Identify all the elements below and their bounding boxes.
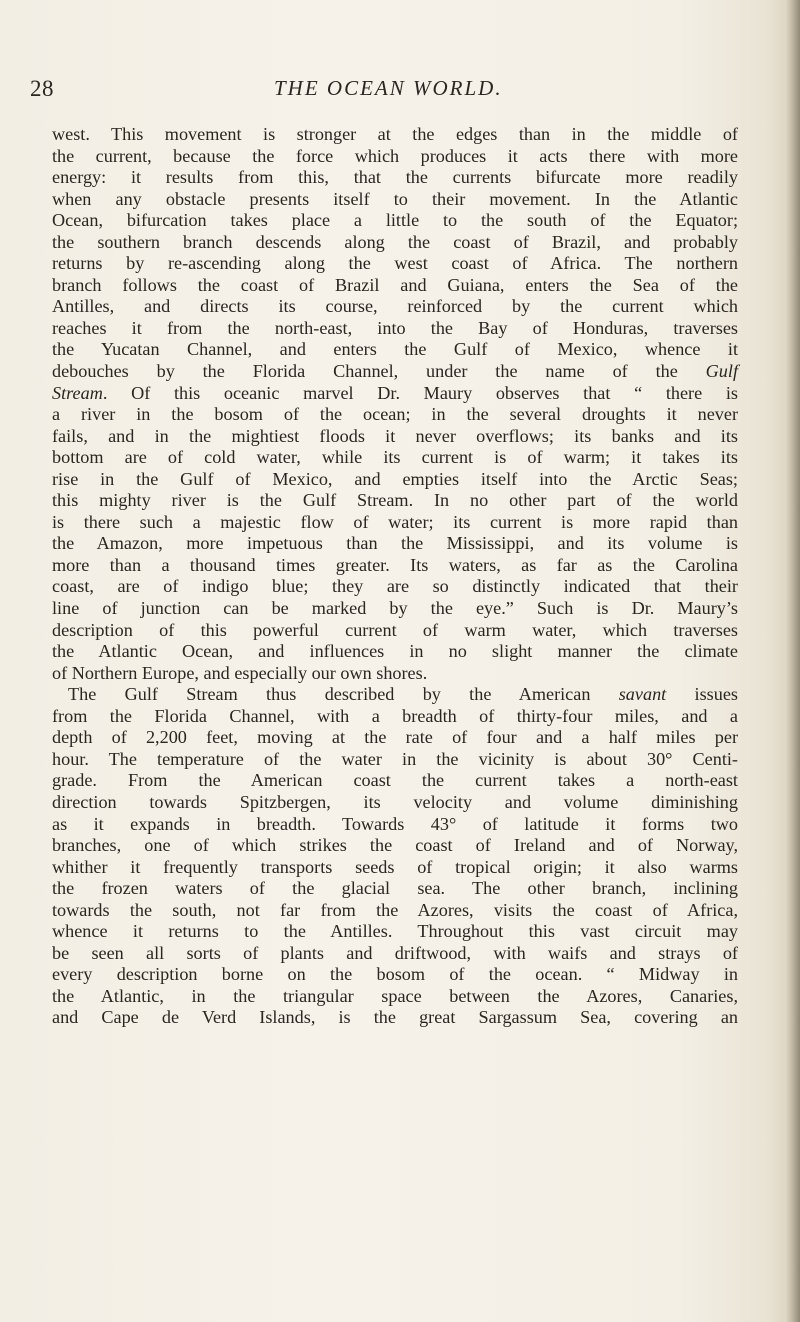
page-header (30, 76, 770, 106)
italic-text: Gulf (705, 361, 738, 382)
italic-text: Stream (52, 382, 103, 403)
text-line: the Amazon, more impetuous than the Mississippi, and its volume is (52, 533, 738, 554)
text-line: branch follows the coast of Brazil and Guiana, enters the Sea of the (52, 274, 738, 295)
running-head: THE OCEAN WORLD. (274, 76, 503, 100)
text-line: debouches by the Florida Channel, under the name of the Gulf (52, 361, 738, 382)
text-line: direction towards Spitzbergen, its velocity and volume diminishing (52, 791, 738, 812)
text-line: reaches it from the north-east, into the Bay of Honduras, traverses (52, 317, 738, 338)
page-number: 28 (30, 76, 54, 101)
text-line: of Northern Europe, and especially our own shores. (52, 662, 428, 683)
text-line: branches, one of which strikes the coast of Ireland and of Norway, (52, 835, 738, 856)
italic-text: savant (618, 684, 667, 705)
text-line: the current, because the force which produces it acts there with more (52, 145, 738, 166)
text-line: be seen all sorts of plants and driftwood, with waifs and strays of (52, 942, 738, 963)
text-line: grade. From the American coast the current takes a north-east (52, 770, 738, 791)
text-line: is there such a majestic flow of water; its current is more rapid than (52, 511, 738, 532)
text-line: a river in the bosom of the ocean; in the several droughts it never (52, 404, 738, 425)
text-line: rise in the Gulf of Mexico, and empties itself into the Arctic Seas; (52, 468, 738, 489)
text-line: hour. The temperature of the water in the vicinity is about 30° Centi- (52, 748, 738, 769)
text-line: this mighty river is the Gulf Stream. In no other part of the world (52, 490, 738, 511)
text-line: from the Florida Channel, with a breadth of thirty-four miles, and a (52, 705, 738, 726)
text-line: the Atlantic Ocean, and influences in no slight manner the climate (52, 641, 738, 662)
text-line: energy: it results from this, that the currents bifurcate more readily (52, 167, 738, 188)
text-line: whither it frequently transports seeds of tropical origin; it also warms (52, 856, 738, 877)
text-line: the Yucatan Channel, and enters the Gulf of Mexico, whence it (52, 339, 738, 360)
text-line: every description borne on the bosom of the ocean. “ Midway in (52, 964, 738, 985)
text-line: description of this powerful current of warm water, which traverses (52, 619, 738, 640)
text-line: the southern branch descends along the coast of Brazil, and probably (52, 231, 738, 252)
text-line: The Gulf Stream thus described by the American savant issues (68, 684, 738, 705)
text-line: towards the south, not far from the Azores, visits the coast of Africa, (52, 899, 738, 920)
text-line: bottom are of cold water, while its current is of warm; it takes its (52, 447, 738, 468)
text-line: more than a thousand times greater. Its waters, as far as the Carolina (52, 554, 738, 575)
text-line: coast, are of indigo blue; they are so distinctly indicated that their (52, 576, 738, 597)
text-line: west. This movement is stronger at the edges than in the middle of (52, 124, 738, 144)
body-text (52, 124, 738, 1029)
text-line: the Atlantic, in the triangular space between the Azores, Canaries, (52, 985, 738, 1006)
text-line: Ocean, bifurcation takes place a little to the south of the Equator; (52, 210, 738, 231)
text-line: whence it returns to the Antilles. Throughout this vast circuit may (52, 921, 738, 942)
text-line: line of junction can be marked by the eye.” Such is Dr. Maury’s (52, 598, 738, 619)
text-line: and Cape de Verd Islands, is the great Sargassum Sea, covering an (52, 1007, 738, 1028)
text-line: the frozen waters of the glacial sea. The other branch, inclining (52, 878, 738, 899)
text-line: when any obstacle presents itself to their movement. In the Atlantic (52, 188, 738, 209)
text-line: depth of 2,200 feet, moving at the rate of four and a half miles per (52, 727, 738, 748)
page-edge-shadow (786, 0, 800, 1322)
text-line: Antilles, and directs its course, reinforced by the current which (52, 296, 738, 317)
text-line: returns by re-ascending along the west coast of Africa. The northern (52, 253, 738, 274)
text-line: Stream. Of this oceanic marvel Dr. Maury observes that “ there is (52, 382, 738, 403)
text-line: fails, and in the mightiest floods it never overflows; its banks and its (52, 425, 738, 446)
text-line: as it expands in breadth. Towards 43° of latitude it forms two (52, 813, 738, 834)
